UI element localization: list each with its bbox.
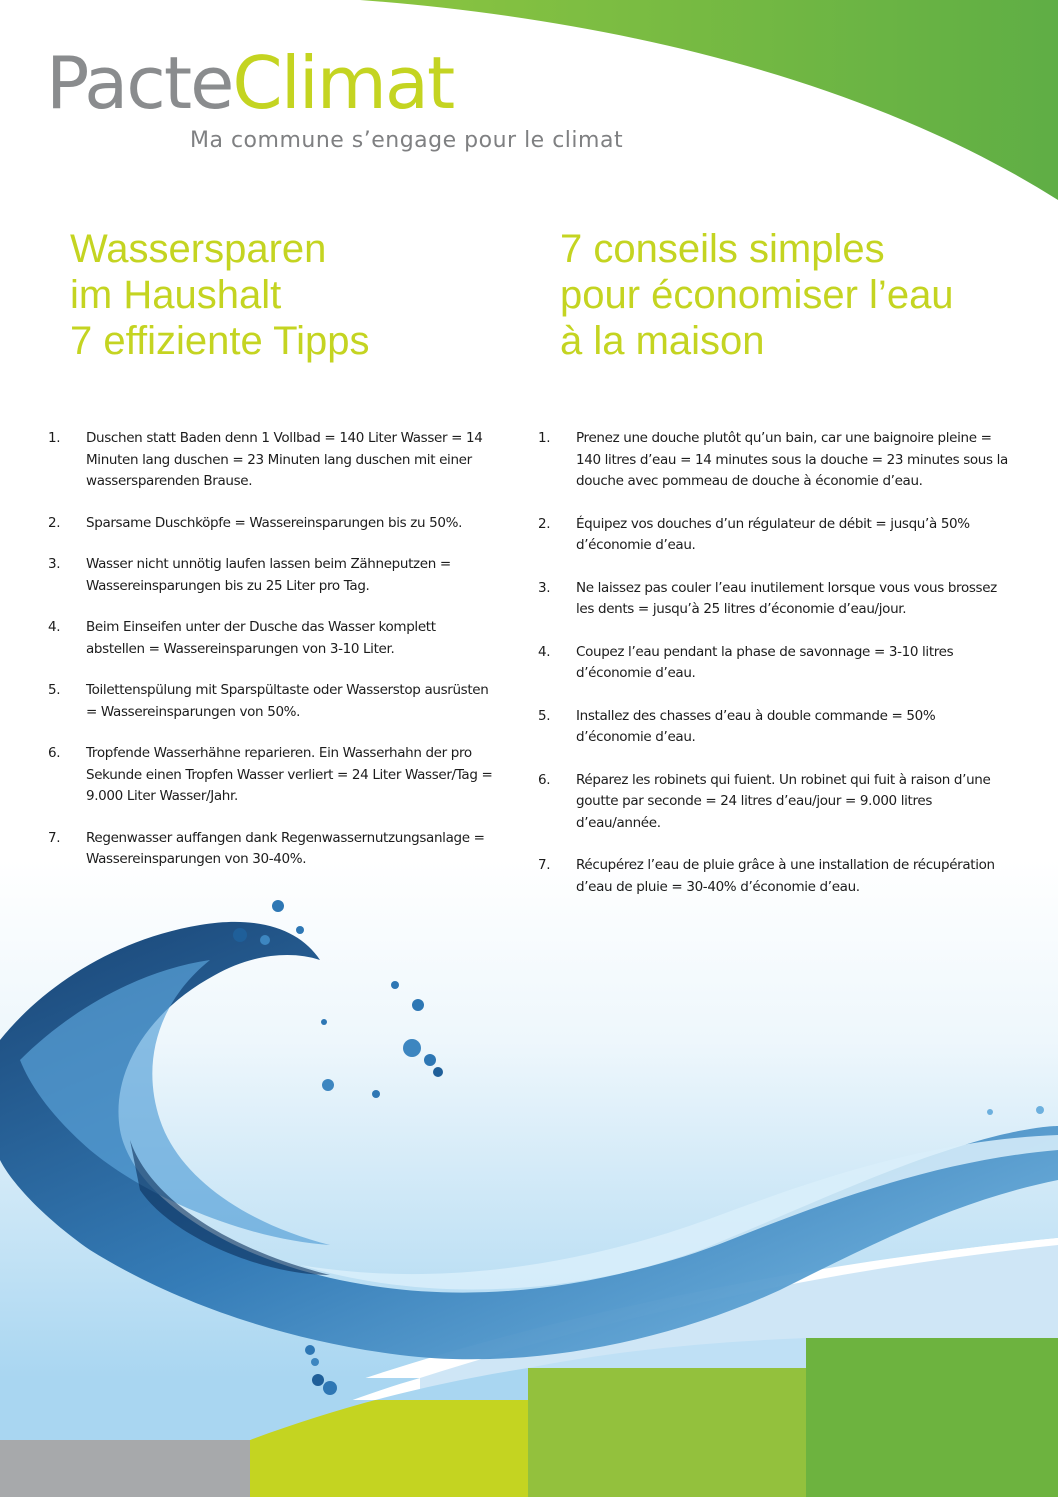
list-item	[538, 514, 1008, 557]
logo	[46, 40, 453, 126]
tip-text: Prenez une douche plutôt qu’un bain, car une baignoire pleine = 140 litres d’eau = 14 minutes sous la douche = 23 minutes sous la douche avec pommeau de douche à économie d’eau.	[576, 430, 1008, 489]
german-tips-list	[48, 428, 493, 891]
tip-text: Wasser nicht unnötig laufen lassen beim Zähneputzen = Wassereinsparungen bis zu 25 Liter pro Tag.	[86, 556, 451, 594]
french-heading-line: à la maison	[560, 319, 765, 363]
list-item	[48, 828, 493, 871]
tip-number: 1.	[538, 430, 551, 446]
tip-text: Duschen statt Baden denn 1 Vollbad = 140 Liter Wasser = 14 Minuten lang duschen = 23 Minuten lang duschen mit einer wassersparenden Brause.	[86, 430, 483, 489]
list-item	[538, 578, 1008, 621]
list-item	[538, 428, 1008, 493]
color-bar-green	[528, 1368, 806, 1497]
tagline: Ma commune s’engage pour le climat	[190, 128, 624, 153]
tip-text: Tropfende Wasserhähne reparieren. Ein Wasserhahn der pro Sekunde einen Tropfen Wasser verliert = 24 Liter Wasser/Tag = 9.000 Liter Wasser/Jahr.	[86, 745, 493, 804]
tip-text: Coupez l’eau pendant la phase de savonnage = 3-10 litres d’économie d’eau.	[576, 643, 954, 681]
tip-text: Réparez les robinets qui fuient. Un robinet qui fuit à raison d’une goutte par seconde = 24 litres d’eau/jour = 9.000 litres d’eau/année.	[576, 771, 991, 831]
french-heading-line: 7 conseils simples	[560, 227, 885, 271]
french-heading	[560, 226, 954, 364]
tip-number: 6.	[538, 771, 551, 788]
tip-number: 5.	[538, 707, 551, 724]
list-item	[538, 855, 1008, 898]
list-item	[538, 642, 1008, 685]
list-item	[538, 770, 1008, 835]
list-item	[48, 617, 493, 660]
color-bar-darkgreen	[806, 1338, 1058, 1497]
german-heading-line: 7 effiziente Tipps	[70, 319, 370, 363]
tip-number: 2.	[538, 515, 551, 532]
list-item	[538, 706, 1008, 749]
german-heading	[70, 226, 369, 364]
tip-number: 4.	[538, 643, 551, 660]
tip-number: 4.	[48, 619, 61, 635]
green-swoosh	[360, 0, 1058, 200]
list-item	[48, 680, 493, 723]
list-item	[48, 513, 493, 535]
tip-number: 7.	[538, 857, 551, 873]
tip-number: 6.	[48, 745, 61, 761]
german-heading-line: Wassersparen	[70, 227, 327, 271]
tip-number: 3.	[48, 556, 61, 572]
french-tips-list	[538, 428, 1008, 919]
tip-text: Équipez vos douches d’un régulateur de débit = jusqu’à 50% d’économie d’eau.	[576, 515, 970, 553]
list-item	[48, 428, 493, 493]
logo-pacte: Pacte	[46, 41, 233, 125]
tip-text: Regenwasser auffangen dank Regenwassernutzungsanlage = Wassereinsparungen von 30-40%.	[86, 829, 485, 867]
tip-text: Beim Einseifen unter der Dusche das Wasser komplett abstellen = Wassereinsparungen von 3-10 Liter.	[86, 619, 436, 657]
tip-text: Toilettenspülung mit Sparspültaste oder Wasserstop ausrüsten = Wassereinsparungen von 50%.	[86, 682, 489, 720]
tip-number: 3.	[538, 579, 551, 596]
german-heading-line: im Haushalt	[70, 273, 282, 317]
list-item	[48, 743, 493, 808]
tip-text: Installez des chasses d’eau à double commande = 50% d’économie d’eau.	[576, 707, 936, 745]
logo-climat: Climat	[232, 41, 454, 125]
tip-number: 5.	[48, 682, 61, 698]
tip-number: 2.	[48, 514, 61, 531]
tip-number: 7.	[48, 829, 61, 846]
french-heading-line: pour économiser l’eau	[560, 273, 954, 317]
tip-number: 1.	[48, 430, 61, 446]
tip-text: Ne laissez pas couler l’eau inutilement lorsque vous vous brossez les dents = jusqu’à 25 litres d’économie d’eau/jour.	[576, 579, 997, 617]
tip-text: Récupérez l’eau de pluie grâce à une installation de récupération d’eau de pluie = 30-40% d’économie d’eau.	[576, 857, 995, 895]
list-item	[48, 554, 493, 597]
color-bar-gray	[0, 1440, 250, 1497]
tip-text: Sparsame Duschköpfe = Wassereinsparungen bis zu 50%.	[86, 514, 463, 531]
